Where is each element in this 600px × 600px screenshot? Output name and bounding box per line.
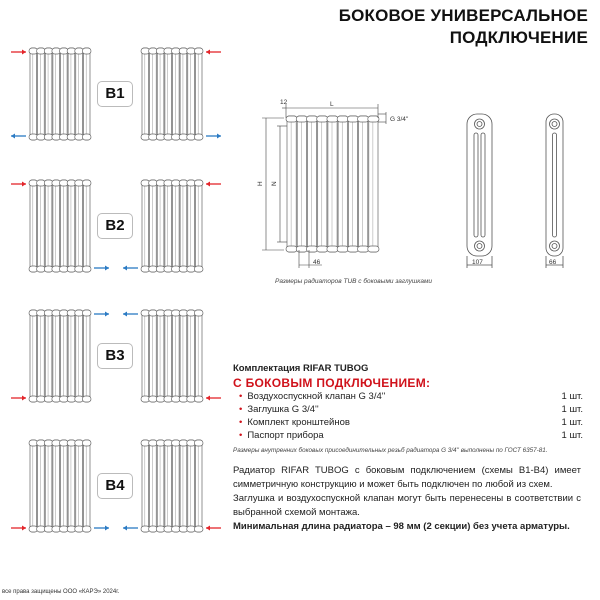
supply-arrow-icon (11, 526, 26, 531)
supply-arrow-icon (11, 396, 26, 401)
return-arrow-icon (94, 526, 109, 531)
return-arrow-icon (123, 312, 138, 317)
dim-offset: 12 (280, 99, 288, 106)
dim-length: L (330, 101, 334, 108)
bullet-icon: • (239, 430, 243, 441)
kit-subheading: С БОКОВЫМ ПОДКЛЮЧЕНИЕМ: (233, 376, 431, 390)
kit-item: • Воздухоспускной клапан G 3/4'' 1 шт. (239, 391, 583, 402)
supply-arrow-icon (206, 526, 221, 531)
dim-thread: G 3/4'' (390, 116, 409, 123)
bullet-icon: • (239, 404, 243, 415)
bullet-icon: • (239, 417, 243, 428)
drawing-caption: Размеры радиаторов TUB с боковыми заглушками (275, 278, 433, 285)
kit-item: • Заглушка G 3/4'' 1 шт. (239, 404, 583, 415)
radiator-side-view-3col (467, 114, 492, 268)
radiator-left (11, 310, 109, 402)
scheme-label: B1 (97, 81, 133, 107)
radiator-left (11, 440, 109, 532)
copyright: все права защищены ООО «КАРЭ» 2024г. (2, 589, 120, 595)
supply-arrow-icon (206, 396, 221, 401)
scheme-label: B4 (97, 473, 133, 499)
bullet-icon: • (239, 391, 243, 402)
return-arrow-icon (94, 312, 109, 317)
kit-section (233, 363, 583, 442)
dim-depth-2col: 66 (549, 259, 557, 266)
radiator-right (123, 310, 221, 402)
return-arrow-icon (123, 526, 138, 531)
dim-depth-3col: 107 (472, 259, 483, 266)
scheme-label: B2 (97, 213, 133, 239)
description: Радиатор RIFAR TUBOG с боковым подключением (схемы В1-В4) имеет симметричную конструкцию и может быть подключен по любой из схем. Заглушка и воздухоспускной клапан могут быть перенесены в соответствии с выбранной схемой монтажа. Минимальная длина радиатора – 98 мм (2 секции) без учета арматуры. (233, 465, 581, 532)
dim-axis: N (271, 181, 278, 186)
dim-pitch: 46 (313, 259, 321, 266)
radiator-front-view (286, 116, 379, 252)
radiator-right (123, 440, 221, 532)
page-title: БОКОВОЕ УНИВЕРСАЛЬНОЕ ПОДКЛЮЧЕНИЕ (338, 6, 588, 47)
thread-note: Размеры внутренних боковых присоединительных резьб радиатора G 3/4'' выполнены по ГОСТ 6357-81. (233, 447, 548, 454)
kit-item: • Паспорт прибора 1 шт. (239, 430, 583, 441)
dim-height: H (257, 181, 264, 186)
kit-item: • Комплект кронштейнов 1 шт. (239, 417, 583, 428)
kit-heading: Комплектация RIFAR TUBOG (233, 363, 369, 374)
radiator-side-view-2col (546, 114, 563, 268)
scheme-label: B3 (97, 343, 133, 369)
